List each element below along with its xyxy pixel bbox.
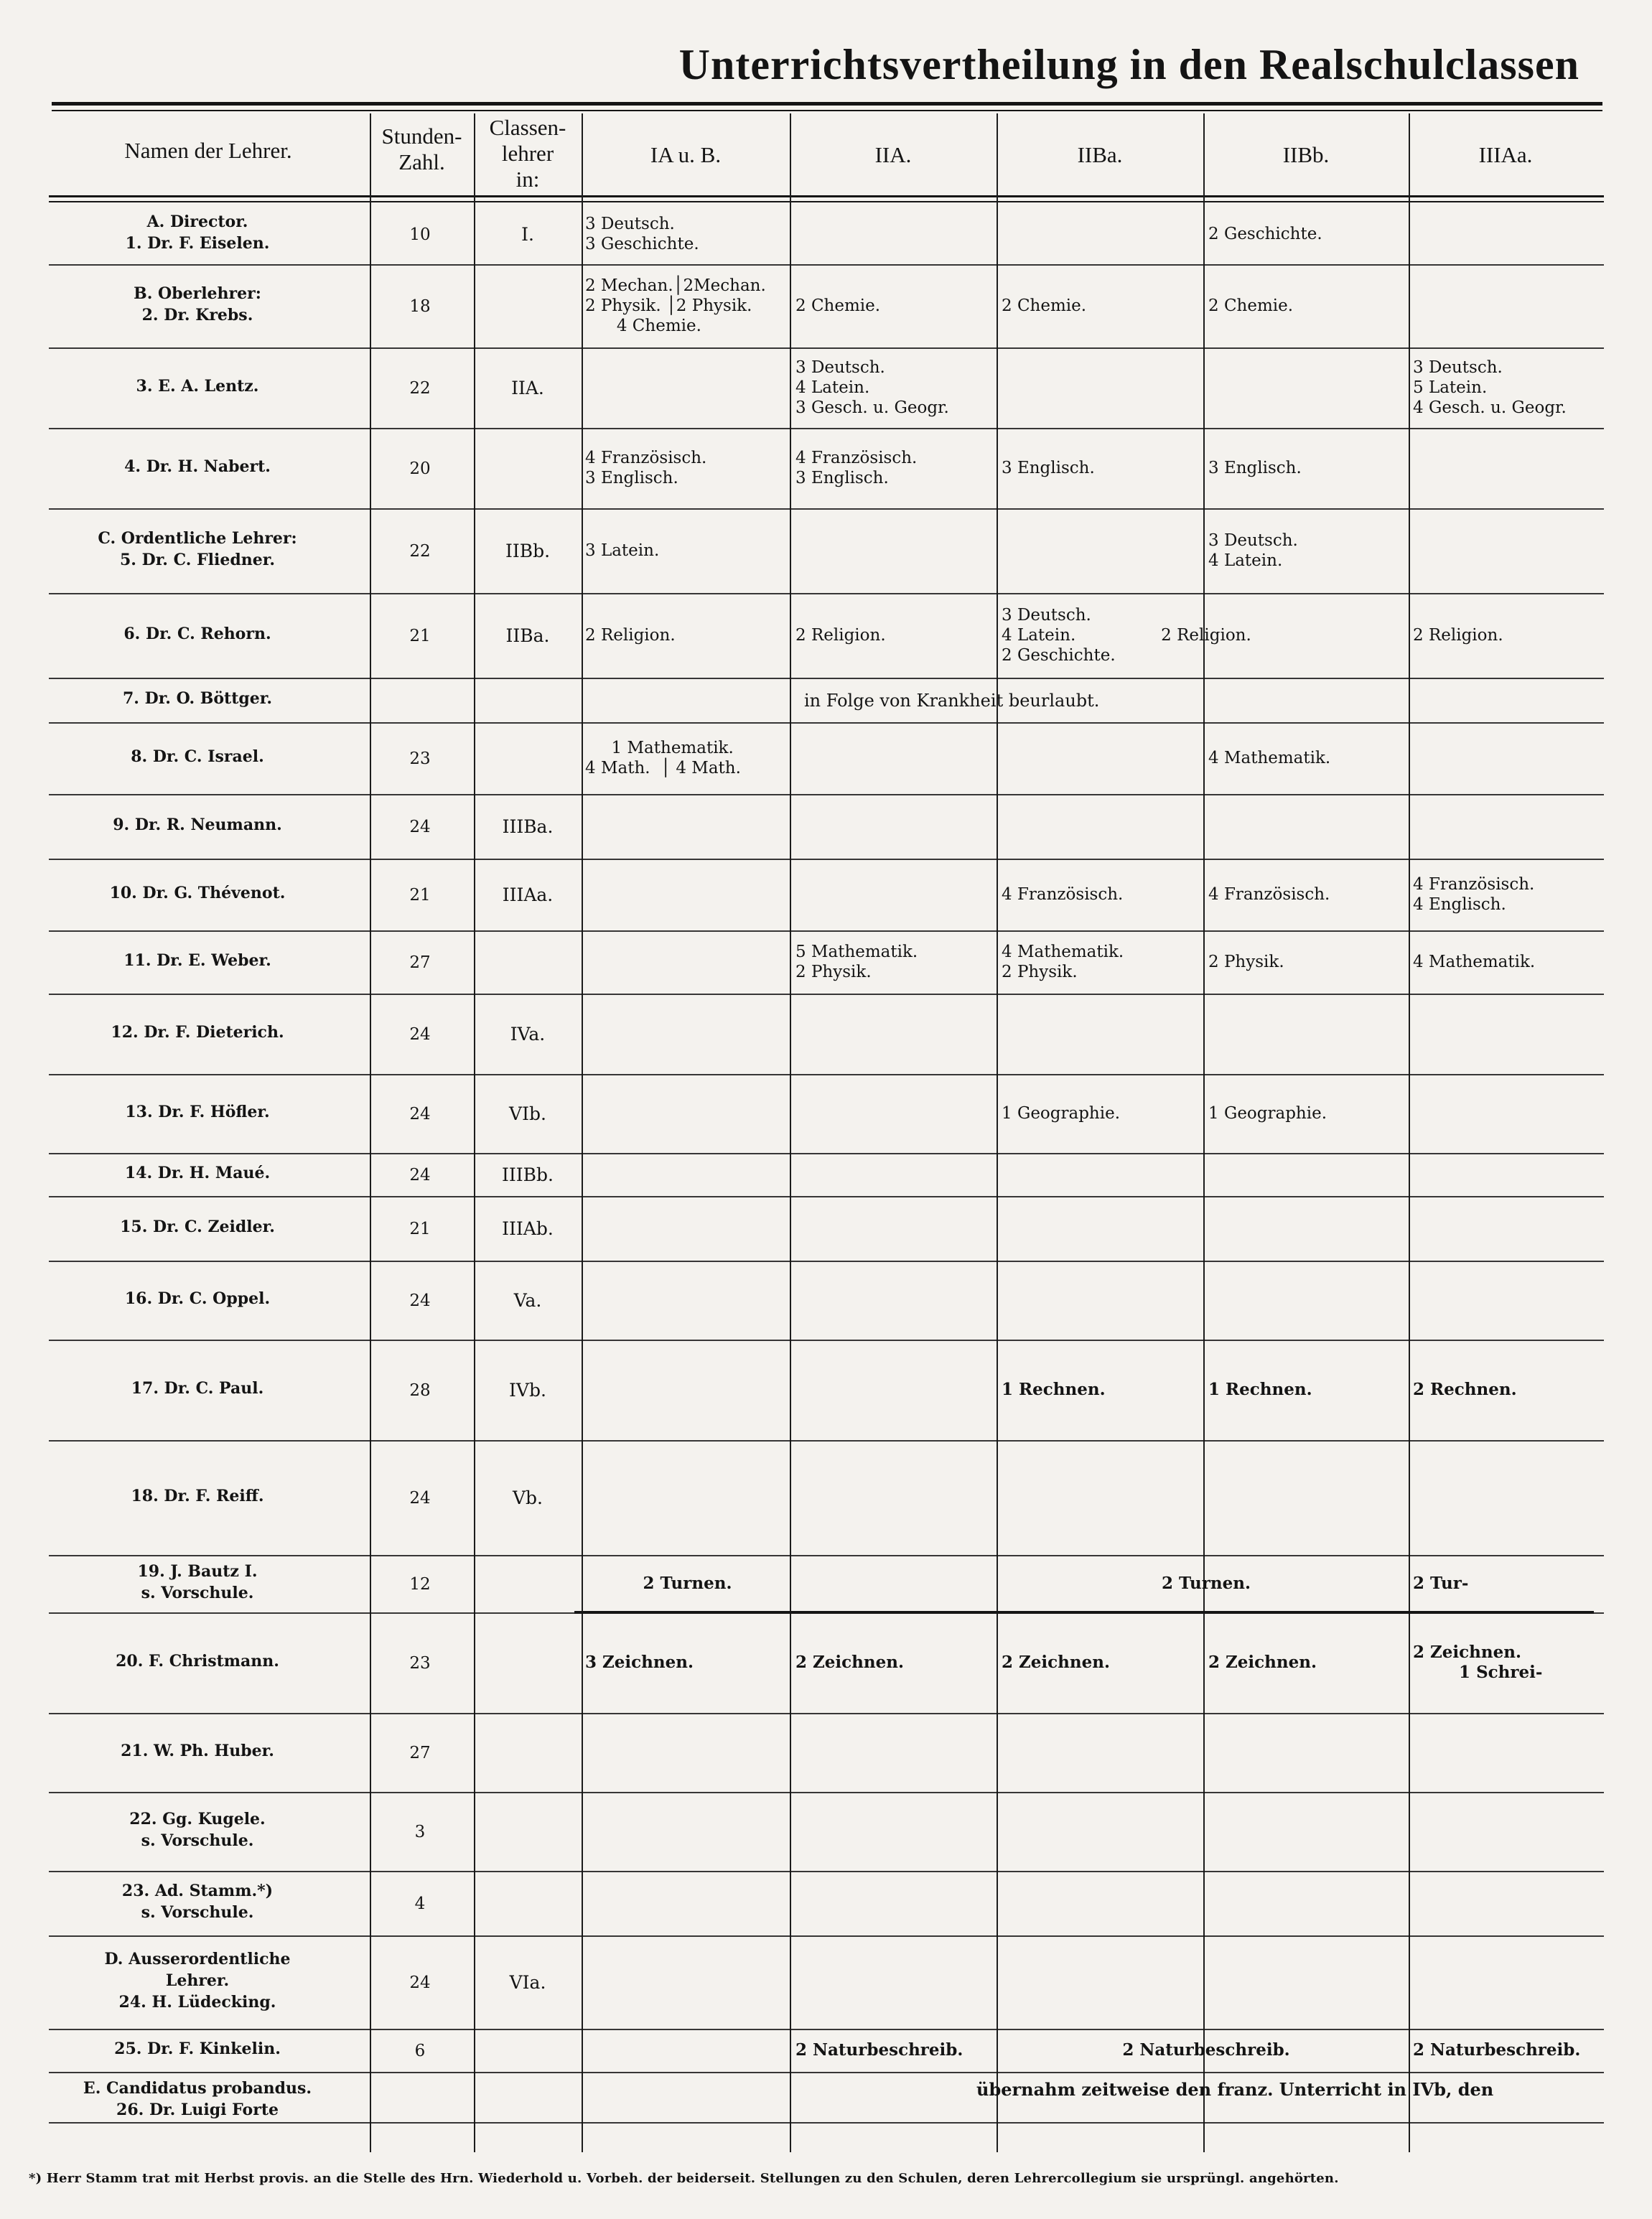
hours-value: 28 bbox=[409, 1381, 431, 1400]
subject-entry: 2 Geschichte. bbox=[1208, 225, 1322, 243]
turnen-rule bbox=[574, 1611, 1594, 1614]
header-rule-double bbox=[49, 201, 1604, 202]
teacher-name-line: 21. W. Ph. Huber. bbox=[121, 1742, 274, 1760]
hours-value: 21 bbox=[409, 1220, 431, 1238]
header-classteacher-l3: in: bbox=[515, 167, 540, 192]
subject-entry: 3 Deutsch. 4 Latein. 2 Geschichte. bbox=[1002, 606, 1116, 665]
teacher-name bbox=[43, 1740, 352, 1762]
subject-entry: 4 Französisch. bbox=[1002, 885, 1124, 904]
teacher-name bbox=[43, 746, 352, 767]
teacher-name-line: 11. Dr. E. Weber. bbox=[123, 951, 271, 970]
teacher-name bbox=[43, 456, 352, 477]
teacher-name bbox=[43, 1378, 352, 1399]
header-c2: IIA. bbox=[874, 142, 912, 167]
teacher-name bbox=[43, 1485, 352, 1507]
classteacher-value: I. bbox=[521, 224, 534, 245]
row-rule bbox=[49, 1196, 1604, 1197]
subject-entry: 4 Französisch. 3 Englisch. bbox=[795, 449, 918, 487]
hours-value: 20 bbox=[409, 459, 431, 478]
teacher-name-line: 9. Dr. R. Neumann. bbox=[113, 816, 282, 834]
hours-value: 6 bbox=[414, 2042, 426, 2060]
header-hours bbox=[370, 123, 474, 175]
subject-entry: 4 Französisch. 4 Englisch. bbox=[1413, 875, 1535, 914]
teacher-name-line: 1. Dr. F. Eiselen. bbox=[125, 234, 270, 253]
row-rule bbox=[49, 2072, 1604, 2073]
subject-entry: 3 Deutsch. 4 Latein. 3 Gesch. u. Geogr. bbox=[795, 358, 949, 417]
row-rule bbox=[49, 508, 1604, 510]
subject-entry: 3 Deutsch. 3 Geschichte. bbox=[585, 215, 699, 253]
classteacher-value: IIBa. bbox=[505, 625, 550, 646]
row-rule bbox=[49, 1871, 1604, 1872]
teacher-name bbox=[43, 882, 352, 904]
row-rule bbox=[49, 1792, 1604, 1793]
subject-entry: 3 Englisch. bbox=[1208, 459, 1302, 477]
teacher-name-line: s. Vorschule. bbox=[141, 1831, 254, 1850]
teacher-name-line: 19. J. Bautz I. bbox=[137, 1562, 258, 1581]
teacher-name-line: 10. Dr. G. Thévenot. bbox=[109, 884, 286, 902]
teacher-name-line: B. Oberlehrer: bbox=[134, 284, 261, 303]
subject-entry: 2 Rechnen. bbox=[1413, 1380, 1517, 1399]
teacher-name-line: 3. E. A. Lentz. bbox=[136, 377, 259, 396]
subject-entry: 2 Mechan.│2Mechan. 2 Physik. │2 Physik. 4 Chemie. bbox=[585, 276, 766, 335]
top-rule-thick bbox=[52, 102, 1602, 106]
teacher-name-line: 26. Dr. Luigi Forte bbox=[116, 2101, 279, 2119]
classteacher-value: IIIAa. bbox=[502, 884, 554, 905]
hours-value: 27 bbox=[409, 953, 431, 972]
teacher-name-line: 14. Dr. H. Maué. bbox=[124, 1164, 271, 1182]
row-rule bbox=[49, 1713, 1604, 1714]
subject-entry: 2 Naturbeschreib. bbox=[1413, 2040, 1581, 2060]
subject-entry: 1 Mathematik. 4 Math. │ 4 Math. bbox=[585, 739, 741, 777]
hours-value: 21 bbox=[409, 627, 431, 645]
col-rule-c1 bbox=[582, 113, 583, 2152]
row-rule bbox=[49, 347, 1604, 349]
subject-entry: 2 Tur- bbox=[1413, 1574, 1469, 1593]
row-rule bbox=[49, 428, 1604, 429]
header-hours-l1: Stunden- bbox=[381, 123, 462, 149]
classteacher-value: IIIBb. bbox=[502, 1164, 554, 1185]
teacher-name-line: 24. H. Lüdecking. bbox=[118, 1993, 276, 2012]
subject-entry: 4 Mathematik. 2 Physik. bbox=[1002, 943, 1124, 981]
subject-entry: 2 Religion. bbox=[585, 626, 676, 645]
teacher-name bbox=[43, 623, 352, 645]
teacher-name-line: Lehrer. bbox=[165, 1971, 230, 1990]
header-c1: IA u. B. bbox=[650, 142, 722, 167]
header-classteacher-l2: lehrer bbox=[501, 141, 554, 166]
hours-value: 10 bbox=[409, 225, 431, 244]
subject-entry: 2 Religion. bbox=[795, 626, 886, 645]
teacher-name-line: 22. Gg. Kugele. bbox=[129, 1810, 266, 1828]
teacher-name-line: 15. Dr. C. Zeidler. bbox=[120, 1218, 275, 1236]
header-name: Namen der Lehrer. bbox=[124, 138, 292, 163]
teacher-name-line: E. Candidatus probandus. bbox=[83, 2079, 312, 2098]
subject-entry: 2 Chemie. bbox=[795, 296, 881, 315]
hours-value: 23 bbox=[409, 749, 431, 768]
teacher-name bbox=[43, 2038, 352, 2060]
subject-entry: 4 Französisch. bbox=[1208, 885, 1330, 904]
subject-entry: 2 Zeichnen. 1 Schrei- bbox=[1413, 1643, 1543, 1682]
page-title: Unterrichtsvertheilung in den Realschulclassen bbox=[678, 41, 1579, 88]
hours-value: 24 bbox=[409, 1973, 431, 1992]
row-rule bbox=[49, 2029, 1604, 2030]
hours-value: 22 bbox=[409, 542, 431, 561]
hours-value: 27 bbox=[409, 1744, 431, 1762]
subject-entry: 2 Religion. bbox=[1161, 626, 1251, 645]
subject-entry: 2 Zeichnen. bbox=[1002, 1653, 1110, 1672]
teacher-name-line: 4. Dr. H. Nabert. bbox=[124, 457, 271, 476]
row-rule bbox=[49, 678, 1604, 679]
hours-value: 24 bbox=[409, 818, 431, 836]
teacher-name-line: 23. Ad. Stamm.*) bbox=[121, 1882, 274, 1900]
top-rule-thin bbox=[52, 110, 1602, 111]
teacher-name bbox=[43, 1880, 352, 1923]
subject-entry: 2 Physik. bbox=[1208, 953, 1284, 971]
col-rule-c3 bbox=[997, 113, 998, 2152]
hours-value: 12 bbox=[409, 1575, 431, 1594]
header-rule bbox=[49, 195, 1604, 197]
row-notice: übernahm zeitweise den franz. Unterricht in IVb, den bbox=[976, 2079, 1494, 2100]
hours-value: 23 bbox=[409, 1654, 431, 1673]
header-c4: IIBb. bbox=[1282, 142, 1330, 167]
teacher-name bbox=[43, 688, 352, 709]
row-rule bbox=[49, 593, 1604, 594]
teacher-name bbox=[43, 950, 352, 971]
subject-entry: 4 Mathematik. bbox=[1413, 953, 1536, 971]
classteacher-value: IVa. bbox=[510, 1024, 546, 1045]
row-rule bbox=[49, 1935, 1604, 1937]
teacher-name-line: 5. Dr. C. Fliedner. bbox=[120, 551, 275, 569]
header-c5: IIIAa. bbox=[1478, 142, 1533, 167]
teacher-name bbox=[43, 814, 352, 836]
hours-value: 24 bbox=[409, 1105, 431, 1123]
row-rule bbox=[49, 1261, 1604, 1262]
classteacher-value: Vb. bbox=[512, 1487, 543, 1508]
teacher-name-line: 17. Dr. C. Paul. bbox=[131, 1379, 264, 1398]
subject-entry: 2 Religion. bbox=[1413, 626, 1503, 645]
subject-entry: 2 Zeichnen. bbox=[1208, 1653, 1317, 1672]
classteacher-value: IIIBa. bbox=[502, 816, 554, 837]
teacher-name-line: 12. Dr. F. Dieterich. bbox=[111, 1023, 284, 1042]
row-rule bbox=[49, 994, 1604, 995]
subject-entry: 2 Chemie. bbox=[1002, 296, 1087, 315]
teacher-name-line: 8. Dr. C. Israel. bbox=[131, 747, 264, 766]
hours-value: 21 bbox=[409, 886, 431, 905]
teacher-name bbox=[43, 1216, 352, 1238]
hours-value: 24 bbox=[409, 1025, 431, 1044]
col-rule-c5 bbox=[1409, 113, 1410, 2152]
col-rule-c4 bbox=[1203, 113, 1205, 2152]
subject-entry: 3 Englisch. bbox=[1002, 459, 1095, 477]
row-rule bbox=[49, 264, 1604, 266]
teacher-name bbox=[43, 211, 352, 254]
teacher-name bbox=[43, 1561, 352, 1604]
subject-entry: 2 Turnen. bbox=[1162, 1574, 1251, 1593]
teacher-name-line: s. Vorschule. bbox=[141, 1584, 254, 1602]
subject-entry: 3 Latein. bbox=[585, 541, 660, 560]
classteacher-value: VIa. bbox=[509, 1972, 546, 1993]
col-rule-hours bbox=[370, 113, 371, 2152]
classteacher-value: IIBb. bbox=[505, 541, 551, 561]
header-classteacher bbox=[474, 115, 582, 192]
hours-value: 24 bbox=[409, 1166, 431, 1185]
hours-value: 4 bbox=[414, 1895, 426, 1913]
subject-entry: 1 Rechnen. bbox=[1208, 1380, 1312, 1399]
teacher-name-line: 20. F. Christmann. bbox=[116, 1652, 279, 1671]
teacher-name bbox=[43, 1022, 352, 1043]
row-notice: in Folge von Krankheit beurlaubt. bbox=[804, 691, 1100, 711]
teacher-name bbox=[43, 1288, 352, 1309]
teacher-name bbox=[43, 2078, 352, 2121]
row-rule bbox=[49, 794, 1604, 795]
subject-entry: 2 Chemie. bbox=[1208, 296, 1294, 315]
subject-entry: 2 Naturbeschreib. bbox=[1122, 2040, 1290, 2060]
subject-entry: 3 Deutsch. 5 Latein. 4 Gesch. u. Geogr. bbox=[1413, 358, 1567, 417]
row-rule bbox=[49, 1340, 1604, 1341]
subject-entry: 3 Zeichnen. bbox=[585, 1653, 694, 1672]
footnote: *) Herr Stamm trat mit Herbst provis. an die Stelle des Hrn. Wiederhold u. Vorbeh. der beiderseit. Stellungen zu den Schulen, deren Lehrercollegium sie ursprüngl. angehörten. bbox=[29, 2171, 1339, 2186]
header-c3: IIBa. bbox=[1077, 142, 1123, 167]
teacher-name-line: A. Director. bbox=[146, 212, 248, 231]
row-rule bbox=[49, 722, 1604, 724]
teacher-name-line: 2. Dr. Krebs. bbox=[141, 306, 253, 324]
hours-value: 24 bbox=[409, 1291, 431, 1310]
row-rule bbox=[49, 2122, 1604, 2124]
subject-entry: 4 Mathematik. bbox=[1208, 749, 1331, 767]
subject-entry: 2 Zeichnen. bbox=[795, 1653, 904, 1672]
subject-entry: 1 Rechnen. bbox=[1002, 1380, 1106, 1399]
teacher-name bbox=[43, 528, 352, 571]
hours-value: 24 bbox=[409, 1489, 431, 1508]
hours-value: 22 bbox=[409, 379, 431, 398]
header-classteacher-l1: Classen- bbox=[489, 115, 566, 140]
teacher-name bbox=[43, 1162, 352, 1184]
teacher-name bbox=[43, 1650, 352, 1672]
row-rule bbox=[49, 930, 1604, 932]
row-rule bbox=[49, 859, 1604, 860]
classteacher-value: Va. bbox=[513, 1290, 542, 1311]
subject-entry: 1 Geographie. bbox=[1002, 1104, 1121, 1123]
teacher-name bbox=[43, 1948, 352, 2013]
subject-entry: 4 Französisch. 3 Englisch. bbox=[585, 449, 707, 487]
teacher-name bbox=[43, 1101, 352, 1123]
subject-entry: 5 Mathematik. 2 Physik. bbox=[795, 943, 918, 981]
classteacher-value: IIA. bbox=[511, 378, 544, 398]
row-rule bbox=[49, 1440, 1604, 1442]
row-rule bbox=[49, 1153, 1604, 1154]
col-rule-c2 bbox=[790, 113, 791, 2152]
row-rule bbox=[49, 1074, 1604, 1075]
teacher-name bbox=[43, 283, 352, 326]
subject-entry: 2 Naturbeschreib. bbox=[795, 2040, 963, 2060]
classteacher-value: VIb. bbox=[509, 1103, 546, 1124]
hours-value: 3 bbox=[414, 1823, 426, 1841]
teacher-name-line: 13. Dr. F. Höfler. bbox=[125, 1103, 270, 1121]
teacher-name-line: s. Vorschule. bbox=[141, 1903, 254, 1922]
hours-value: 18 bbox=[409, 297, 431, 316]
teacher-name-line: 18. Dr. F. Reiff. bbox=[131, 1487, 264, 1505]
teacher-name-line: 6. Dr. C. Rehorn. bbox=[123, 625, 271, 643]
col-rule-classteacher bbox=[474, 113, 475, 2152]
header-hours-l2: Zahl. bbox=[398, 149, 445, 174]
teacher-name-line: 25. Dr. F. Kinkelin. bbox=[114, 2040, 281, 2058]
subject-entry: 2 Turnen. bbox=[643, 1574, 732, 1593]
teacher-name-line: 7. Dr. O. Böttger. bbox=[123, 689, 272, 708]
subject-entry: 1 Geographie. bbox=[1208, 1104, 1327, 1123]
classteacher-value: IIIAb. bbox=[502, 1218, 554, 1239]
teacher-name bbox=[43, 375, 352, 397]
teacher-name-line: 16. Dr. C. Oppel. bbox=[124, 1289, 271, 1308]
teacher-name-line: C. Ordentliche Lehrer: bbox=[98, 529, 297, 548]
classteacher-value: IVb. bbox=[509, 1380, 546, 1401]
row-rule bbox=[49, 1555, 1604, 1556]
teacher-name bbox=[43, 1808, 352, 1851]
subject-entry: 3 Deutsch. 4 Latein. bbox=[1208, 531, 1298, 570]
teacher-name-line: D. Ausserordentliche bbox=[104, 1950, 291, 1968]
